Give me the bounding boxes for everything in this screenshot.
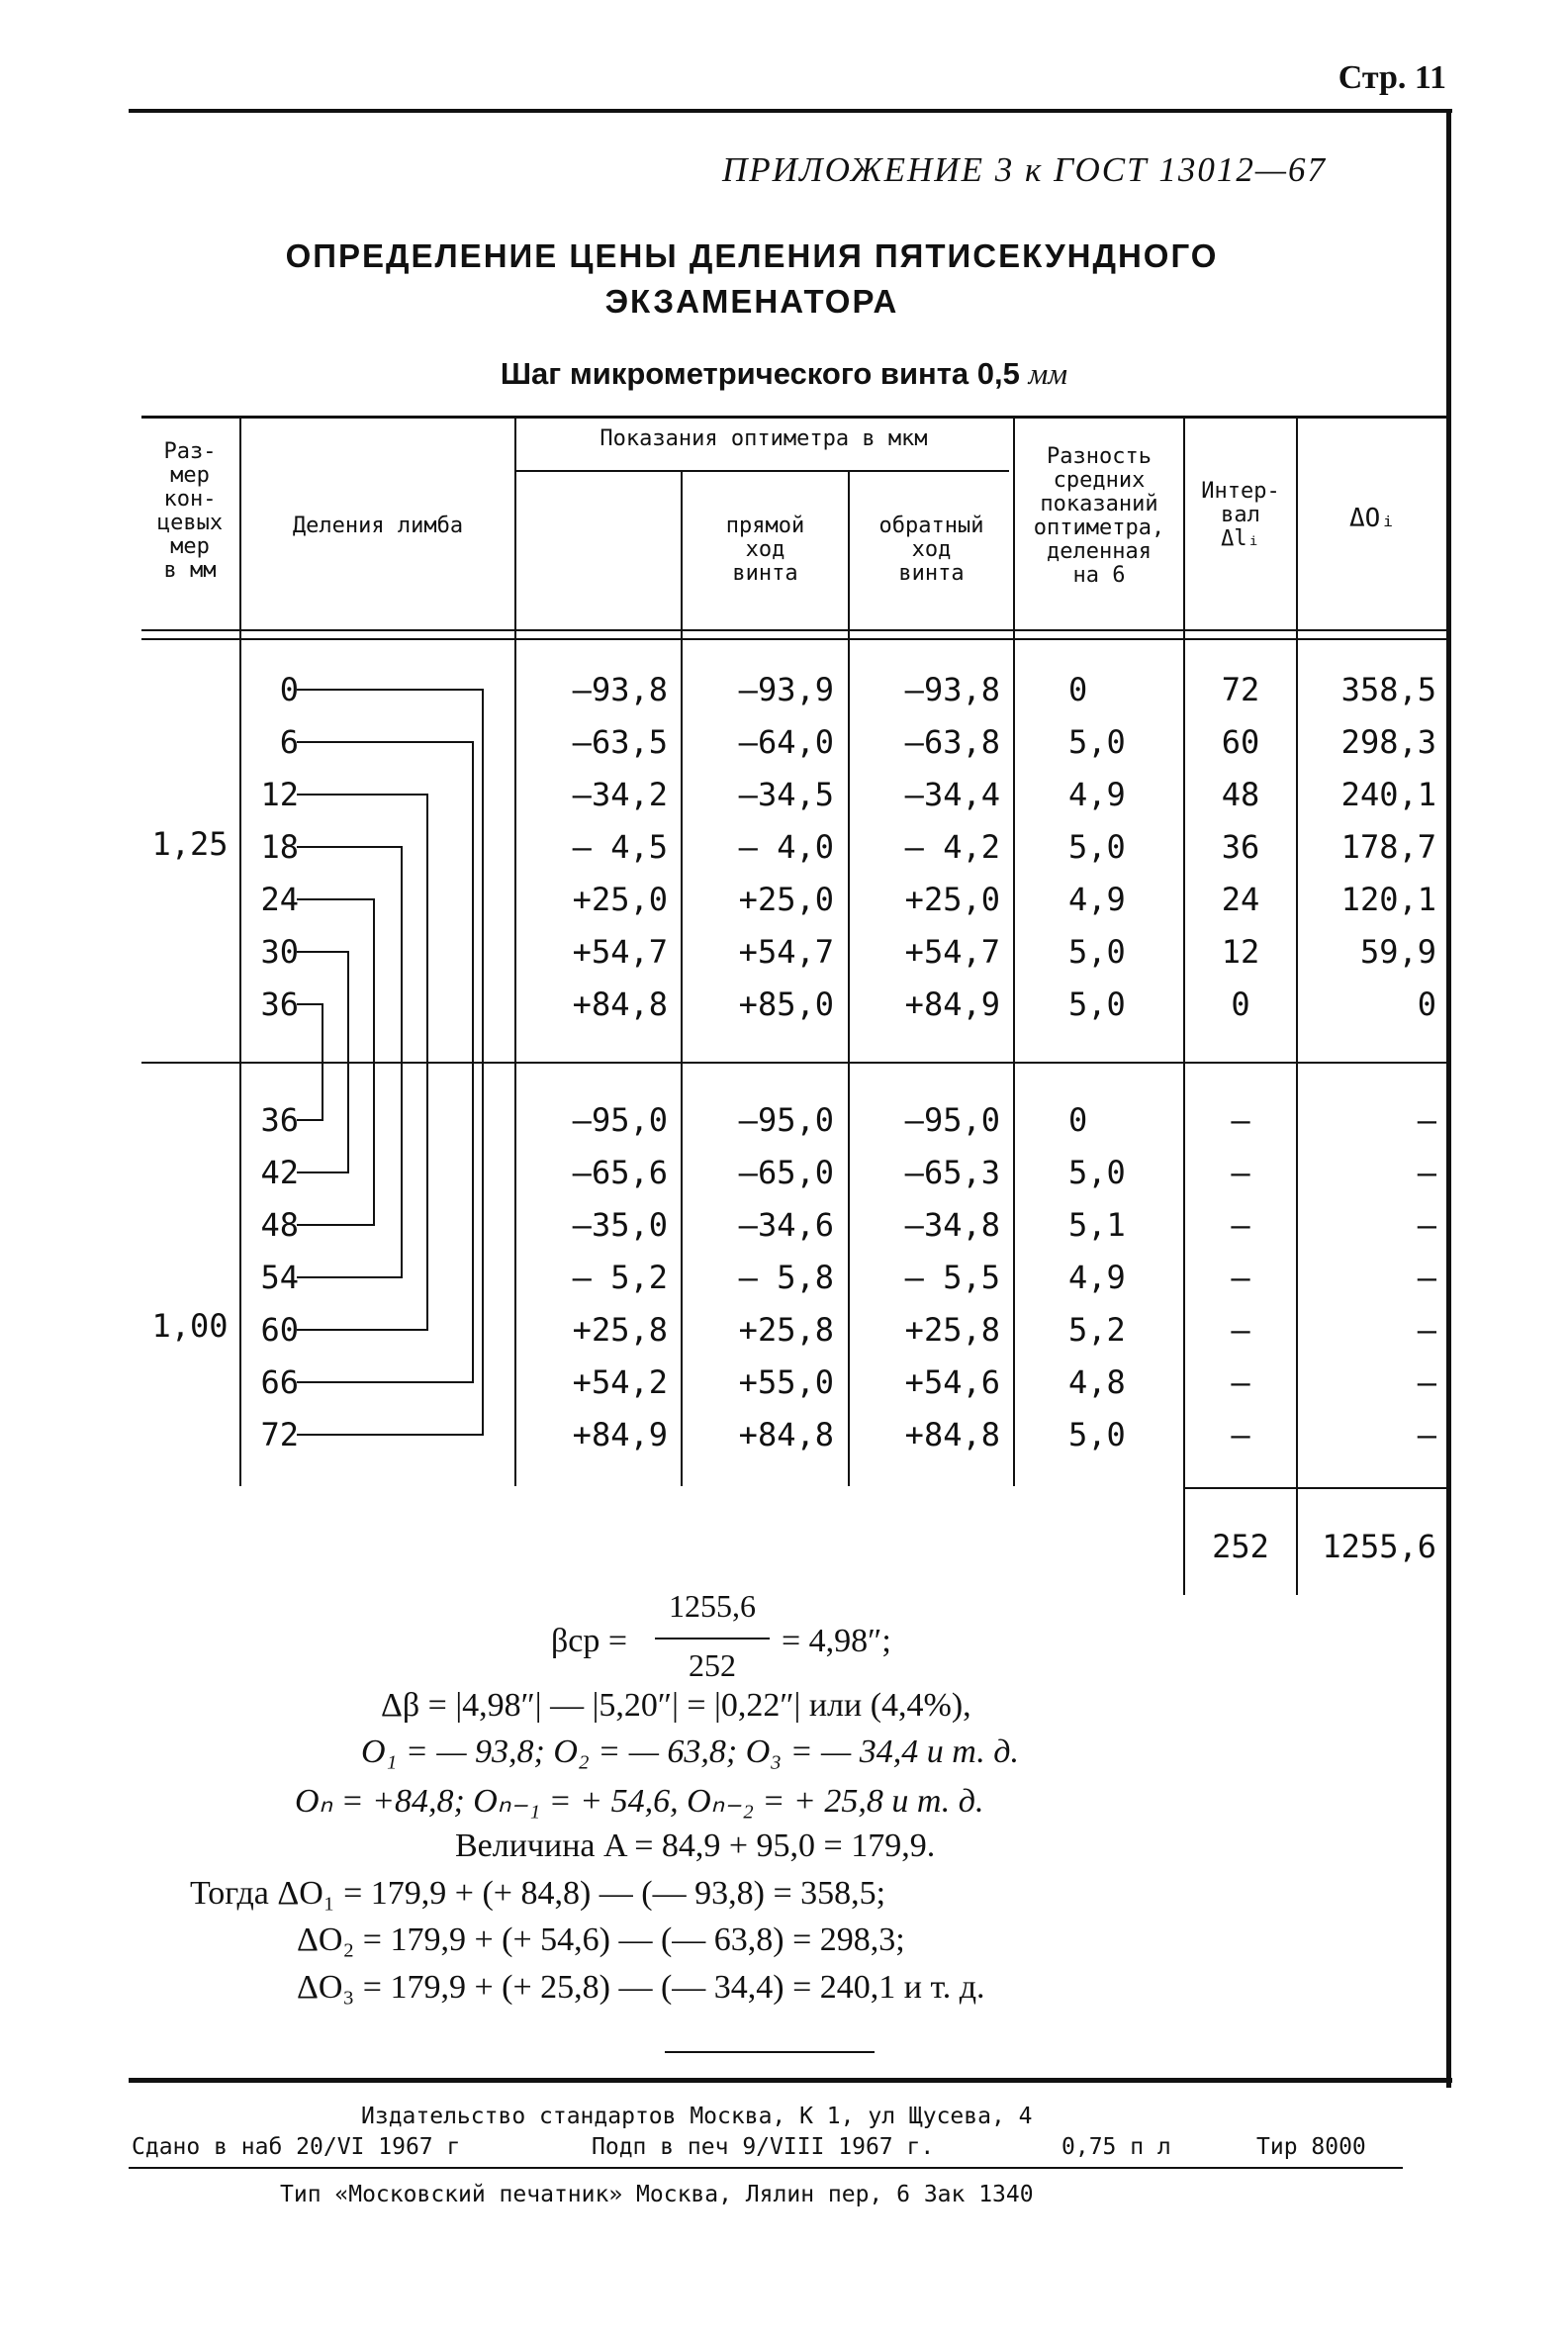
group1-cell-div: 6	[279, 723, 299, 761]
page-title: ОПРЕДЕЛЕНИЕ ЦЕНЫ ДЕЛЕНИЯ ПЯТИСЕКУНДНОГО	[285, 237, 1219, 274]
imprint-sheets: 0,75 п л	[1061, 2134, 1171, 2160]
group1-cell-delta: 120,1	[1340, 881, 1436, 918]
group1-cell-int: 36	[1221, 828, 1260, 866]
fraction-bar	[655, 1638, 770, 1639]
group2-cell-fwd: —35,0	[572, 1206, 668, 1244]
group2-cell-mean: +84,8	[904, 1416, 1000, 1453]
imprint-typeset-date: Сдано в наб 20/VI 1967 г	[132, 2134, 461, 2160]
group2-cell-fwd: +84,9	[572, 1416, 668, 1453]
group1-cell-diff: 4,9	[1068, 881, 1126, 918]
page-title-line2: ЭКЗАМЕНАТОРА	[604, 283, 899, 320]
group2-cell-fwd: —65,6	[572, 1154, 668, 1191]
group2-cell-fwd: —95,0	[572, 1101, 668, 1139]
group1-cell-delta: 298,3	[1340, 723, 1436, 761]
group2-cell-rev: —95,0	[738, 1101, 834, 1139]
group1-cell-fwd: — 4,5	[572, 828, 668, 866]
group1-cell-rev: — 4,0	[738, 828, 834, 866]
group1-cell-fwd: +25,0	[572, 881, 668, 918]
header-interval: Интер- вал Δlᵢ	[1201, 479, 1280, 551]
group1-cell-rev: —64,0	[738, 723, 834, 761]
group2-cell-delta: —	[1417, 1311, 1436, 1349]
group1-cell-mean: —93,8	[904, 671, 1000, 708]
group2-cell-int: —	[1231, 1101, 1250, 1139]
group2-cell-fwd: +54,2	[572, 1363, 668, 1401]
group1-cell-mean: —34,4	[904, 776, 1000, 813]
header-forward: прямой ход винта	[725, 514, 805, 586]
subtitle-unit: мм	[1028, 356, 1068, 391]
group1-cell-int: 60	[1221, 723, 1260, 761]
group2-cell-int: —	[1231, 1416, 1250, 1453]
group1-cell-diff: 5,0	[1068, 828, 1126, 866]
imprint-printer: Тип «Московский печатник» Москва, Лялин пер, 6 Зак 1340	[280, 2182, 1034, 2207]
bracket-24-48	[297, 899, 374, 1225]
group1-cell-delta: 240,1	[1340, 776, 1436, 813]
group2-cell-div: 42	[260, 1154, 299, 1191]
formula-value-a: Величина A = 84,9 + 95,0 = 179,9.	[455, 1827, 936, 1864]
group1-cell-rev: +85,0	[738, 985, 834, 1023]
beta-denominator: 252	[689, 1647, 736, 1683]
group2-cell-rev: +25,8	[738, 1311, 834, 1349]
group1-cell-div: 0	[279, 671, 299, 708]
group2-cell-mean: — 5,5	[904, 1259, 1000, 1296]
beta-numerator: 1255,6	[669, 1588, 756, 1624]
group2-cell-diff: 5,2	[1068, 1311, 1126, 1349]
group2-cell-int: —	[1231, 1206, 1250, 1244]
appendix-heading: ПРИЛОЖЕНИЕ 3 к ГОСТ 13012—67	[722, 150, 1327, 189]
group1-cell-mean: —63,8	[904, 723, 1000, 761]
formula-delta-beta: Δβ = |4,98″| — |5,20″| = |0,22″| или (4,4%),	[381, 1687, 971, 1724]
group1-cell-rev: —93,9	[738, 671, 834, 708]
group1-cell-div: 30	[260, 933, 299, 971]
group2-cell-mean: —34,8	[904, 1206, 1000, 1244]
group2-cell-fwd: — 5,2	[572, 1259, 668, 1296]
header-size: Раз- мер кон- цевых мер в мм	[156, 439, 224, 583]
group1-cell-diff: 5,0	[1068, 985, 1126, 1023]
group1-cell-int: 12	[1221, 933, 1260, 971]
group1-cell-div: 12	[260, 776, 299, 813]
group2-cell-delta: —	[1417, 1363, 1436, 1401]
group2-cell-div: 36	[260, 1101, 299, 1139]
bracket-0-72	[297, 690, 483, 1435]
group1-cell-rev: —34,5	[738, 776, 834, 813]
header-delta: ΔOᵢ	[1349, 504, 1396, 533]
group2-cell-div: 60	[260, 1311, 299, 1349]
group1-cell-rev: +54,7	[738, 933, 834, 971]
group1-cell-delta: 59,9	[1359, 933, 1436, 971]
group1-cell-delta: 178,7	[1340, 828, 1436, 866]
group1-cell-mean: — 4,2	[904, 828, 1000, 866]
group2-cell-diff: 5,0	[1068, 1416, 1126, 1453]
group2-cell-delta: —	[1417, 1206, 1436, 1244]
total-interval: 252	[1212, 1528, 1269, 1565]
group2-cell-rev: —65,0	[738, 1154, 834, 1191]
group1-cell-div: 36	[260, 985, 299, 1023]
group1-cell-rev: +25,0	[738, 881, 834, 918]
group2-cell-div: 66	[260, 1363, 299, 1401]
page-number: Стр. 11	[1337, 59, 1446, 96]
beta-lhs: βср =	[551, 1623, 628, 1659]
group1-size: 1,25	[151, 825, 229, 863]
group2-cell-rev: —34,6	[738, 1206, 834, 1244]
total-delta: 1255,6	[1322, 1528, 1436, 1565]
group2-cell-rev: +55,0	[738, 1363, 834, 1401]
group2-cell-div: 54	[260, 1259, 299, 1296]
formula-delta-o1: Тогда ΔO₁ = 179,9 + (+ 84,8) — (— 93,8) = 358,5;	[190, 1875, 886, 1912]
group1-cell-diff: 0	[1068, 671, 1088, 708]
group2-cell-int: —	[1231, 1259, 1250, 1296]
group2-cell-int: —	[1231, 1363, 1250, 1401]
group1-cell-diff: 5,0	[1068, 723, 1126, 761]
group2-cell-div: 72	[260, 1416, 299, 1453]
group2-cell-diff: 4,9	[1068, 1259, 1126, 1296]
group2-cell-delta: —	[1417, 1101, 1436, 1139]
group1-cell-int: 72	[1221, 671, 1260, 708]
group1-cell-mean: +25,0	[904, 881, 1000, 918]
group2-cell-diff: 5,1	[1068, 1206, 1126, 1244]
group1-cell-int: 48	[1221, 776, 1260, 813]
group1-cell-fwd: +84,8	[572, 985, 668, 1023]
formula-on-values: Oₙ = +84,8; Oₙ₋₁ = + 54,6, Oₙ₋₂ = + 25,8 и т. д.	[295, 1783, 984, 1820]
group2-size: 1,00	[151, 1307, 229, 1345]
imprint-print-date: Подп в печ 9/VIII 1967 г.	[592, 2134, 935, 2160]
group2-cell-delta: —	[1417, 1416, 1436, 1453]
group1-cell-fwd: —63,5	[572, 723, 668, 761]
group2-cell-int: —	[1231, 1311, 1250, 1349]
header-optimeter-group: Показания оптиметра в мкм	[600, 426, 928, 451]
bottom-rule	[129, 2078, 1452, 2083]
group1-cell-fwd: —34,2	[572, 776, 668, 813]
group2-cell-fwd: +25,8	[572, 1311, 668, 1349]
group1-cell-int: 24	[1221, 881, 1260, 918]
group2-cell-diff: 4,8	[1068, 1363, 1126, 1401]
header-divisions: Деления лимба	[292, 514, 464, 538]
group2-cell-mean: +54,6	[904, 1363, 1000, 1401]
formula-o-values: O₁ = — 93,8; O₂ = — 63,8; O₃ = — 34,4 и т. д.	[361, 1733, 1019, 1770]
header-reverse: обратный ход винта	[878, 514, 984, 586]
group1-cell-div: 18	[260, 828, 299, 866]
group1-cell-fwd: —93,8	[572, 671, 668, 708]
imprint-circulation: Тир 8000	[1256, 2134, 1366, 2160]
group2-cell-delta: —	[1417, 1259, 1436, 1296]
group1-cell-int: 0	[1231, 985, 1250, 1023]
group1-cell-delta: 358,5	[1340, 671, 1436, 708]
formula-delta-o3: ΔO₃ = 179,9 + (+ 25,8) — (— 34,4) = 240,1 и т. д.	[297, 1969, 985, 2006]
group1-cell-fwd: +54,7	[572, 933, 668, 971]
beta-rhs: = 4,98″;	[782, 1623, 891, 1659]
group2-cell-mean: +25,8	[904, 1311, 1000, 1349]
bracket-12-60	[297, 795, 427, 1330]
formula-delta-o2: ΔO₂ = 179,9 + (+ 54,6) — (— 63,8) = 298,3;	[297, 1921, 905, 1958]
subtitle-text: Шаг микрометрического винта 0,5	[500, 356, 1020, 391]
group2-cell-div: 48	[260, 1206, 299, 1244]
group2-cell-diff: 0	[1068, 1101, 1088, 1139]
group2-cell-rev: — 5,8	[738, 1259, 834, 1296]
group1-cell-mean: +84,9	[904, 985, 1000, 1023]
group2-cell-diff: 5,0	[1068, 1154, 1126, 1191]
group1-cell-delta: 0	[1417, 985, 1436, 1023]
group2-cell-rev: +84,8	[738, 1416, 834, 1453]
header-diff: Разность средних показаний оптиметра, деленная на 6	[1033, 444, 1165, 588]
bracket-36-36	[297, 1004, 323, 1120]
group2-cell-delta: —	[1417, 1154, 1436, 1191]
group2-cell-int: —	[1231, 1154, 1250, 1191]
group1-cell-diff: 5,0	[1068, 933, 1126, 971]
group1-cell-diff: 4,9	[1068, 776, 1126, 813]
group2-cell-mean: —95,0	[904, 1101, 1000, 1139]
group1-cell-mean: +54,7	[904, 933, 1000, 971]
group2-cell-mean: —65,3	[904, 1154, 1000, 1191]
end-rule	[665, 2051, 875, 2053]
group1-cell-div: 24	[260, 881, 299, 918]
imprint-publisher: Издательство стандартов Москва, К 1, ул Щусева, 4	[361, 2104, 1033, 2129]
imprint-rule	[129, 2167, 1403, 2169]
